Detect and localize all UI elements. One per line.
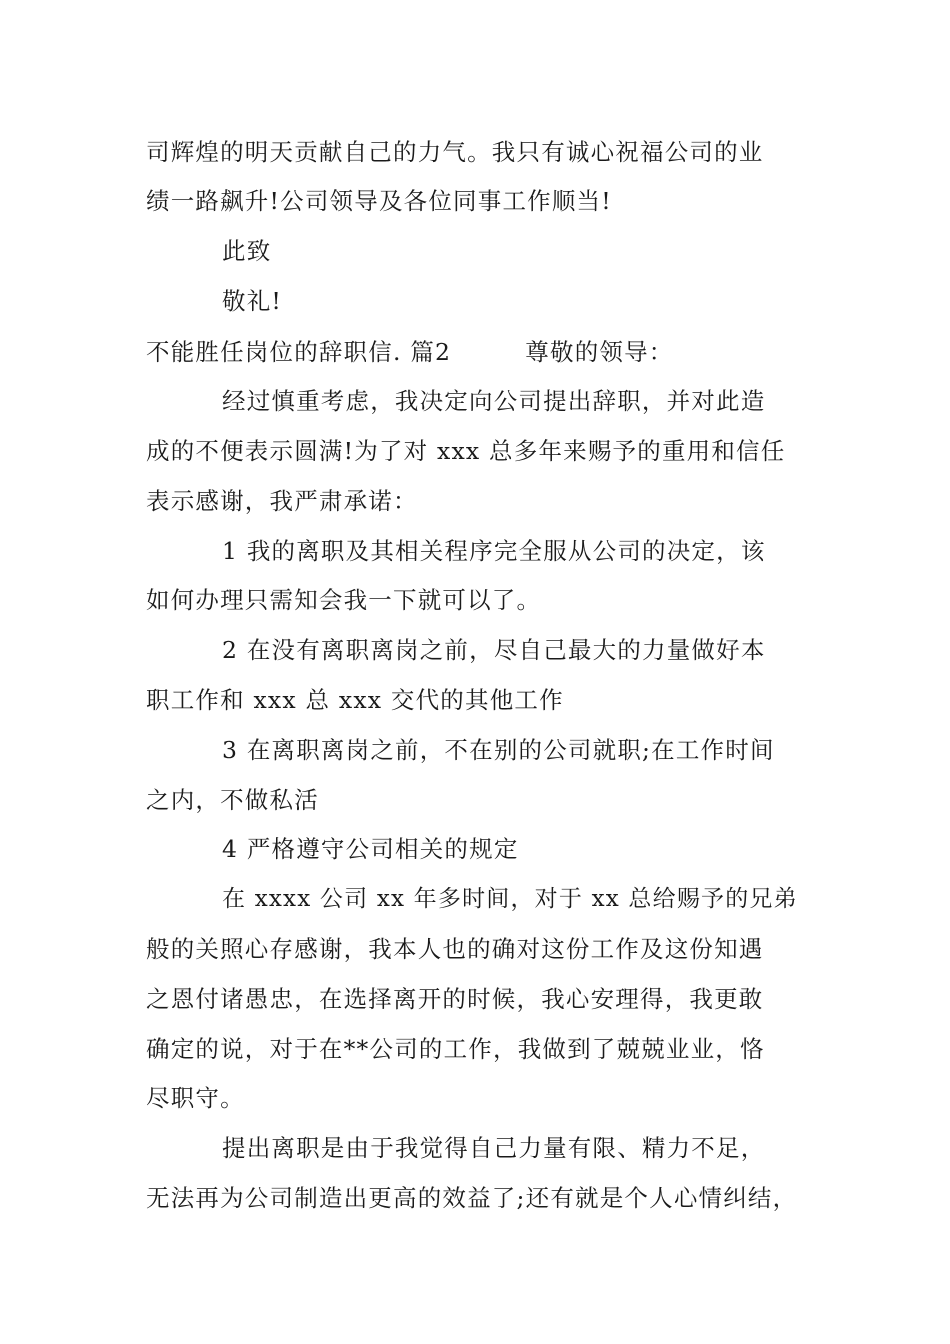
list-item: 1 我的离职及其相关程序完全服从公司的决定，该 — [222, 537, 766, 565]
text-line: 确定的说，对于在**公司的工作，我做到了兢兢业业，恪 — [146, 1035, 765, 1063]
text-line: 司辉煌的明天贡献自己的力气。我只有诚心祝福公司的业 — [146, 138, 764, 166]
text-line: 经过慎重考虑，我决定向公司提出辞职，并对此造 — [222, 387, 766, 415]
text-line: 成的不便表示圆满!为了对 xxx 总多年来赐予的重用和信任 — [146, 437, 786, 465]
text-line: 职工作和 xxx 总 xxx 交代的其他工作 — [146, 686, 564, 714]
text-line: 之恩付诸愚忠，在选择离开的时候，我心安理得，我更敢 — [146, 985, 764, 1013]
section-heading: 不能胜任岗位的辞职信. 篇2 尊敬的领导： — [146, 338, 674, 366]
text-line: 在 xxxx 公司 xx 年多时间，对于 xx 总给赐予的兄弟 — [222, 886, 798, 912]
text-line: 绩一路飙升!公司领导及各位同事工作顺当! — [146, 187, 612, 215]
text-line: 表示感谢，我严肃承诺： — [146, 487, 418, 515]
list-item: 2 在没有离职离岗之前，尽自己最大的力量做好本 — [222, 636, 766, 664]
text-line: 提出离职是由于我觉得自己力量有限、精力不足， — [222, 1134, 766, 1162]
text-line: 尽职守。 — [146, 1084, 245, 1112]
text-line: 之内，不做私活 — [146, 786, 319, 814]
list-item: 4 严格遵守公司相关的规定 — [222, 835, 519, 863]
list-item: 3 在离职离岗之前，不在别的公司就职;在工作时间 — [222, 736, 775, 764]
text-line: 无法再为公司制造出更高的效益了;还有就是个人心情纠结， — [146, 1184, 798, 1212]
closing-regards: 敬礼! — [222, 287, 283, 315]
closing-salutation: 此致 — [222, 237, 272, 265]
text-line: 如何办理只需知会我一下就可以了。 — [146, 586, 542, 614]
text-line: 般的关照心存感谢，我本人也的确对这份工作及这份知遇 — [146, 935, 764, 963]
